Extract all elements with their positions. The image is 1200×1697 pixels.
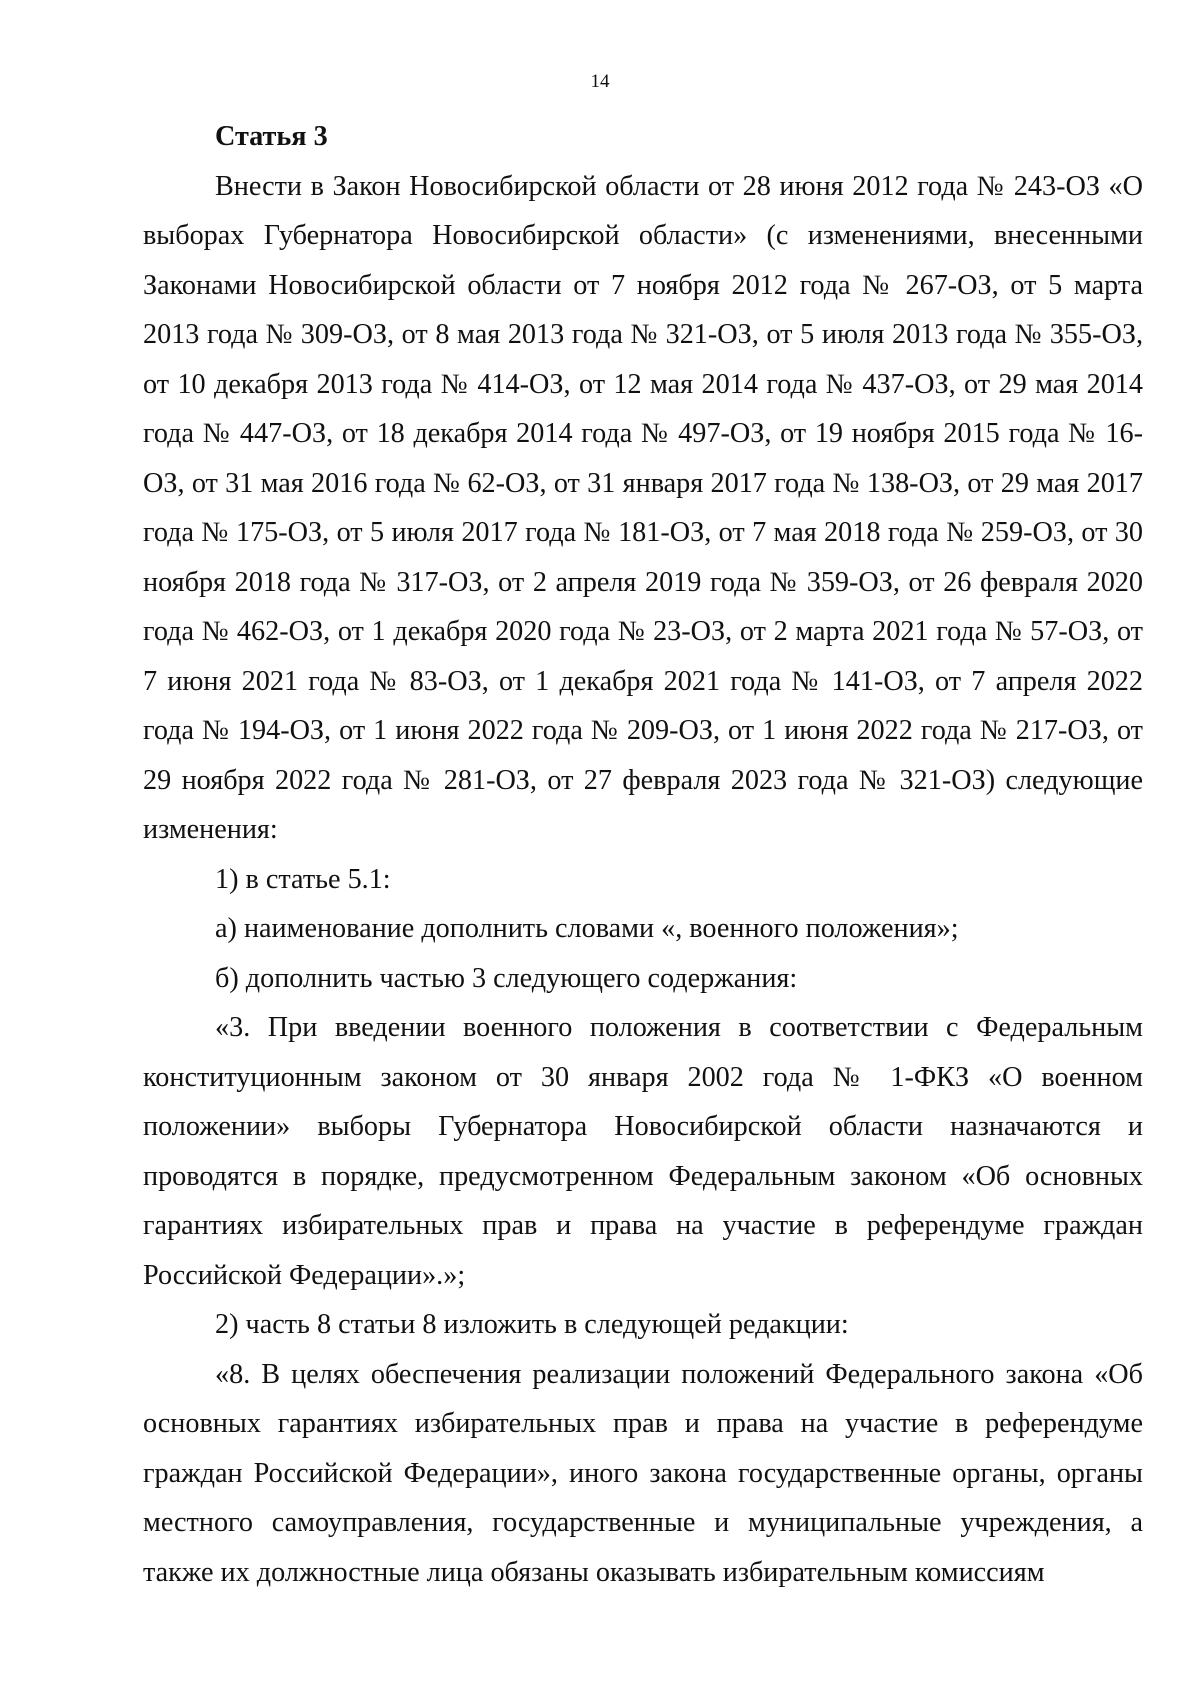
paragraph-item-1b: б) дополнить частью 3 следующего содержания: (215, 962, 798, 994)
page-number: 14 (590, 71, 610, 92)
paragraph-item-2: 2) часть 8 статьи 8 изложить в следующей редакции: (215, 1309, 849, 1340)
paragraph-item-1a: а) наименование дополнить словами «, военного положения»; (215, 913, 959, 944)
paragraph-intro: Внести в Закон Новосибирской области от 28 июня 2012 года № 243-ОЗ «О выборах Губернатора Новосибирской области» (с изменениями, внесенными Законами Новосибирской области от 7 ноября 2012 года № 267-ОЗ, от 5 марта 2013 года № 309-ОЗ, от 8 мая 2013 года № 321-ОЗ, от 5 июля 2013 года № 355-ОЗ, от 10 декабря 2013 года № 414-ОЗ, от 12 мая 2014 года № 437-ОЗ, от 29 мая 2014 года № 447-ОЗ, от 18 декабря 2014 года № 497-ОЗ, от 19 ноября 2015 года № 16-ОЗ, от 31 мая 2016 года № 62-ОЗ, от 31 января 2017 года № 138-ОЗ, от 29 мая 2017 года № 175-ОЗ, от 5 июля 2017 года № 181-ОЗ, от 7 мая 2018 года № 259-ОЗ, от 30 ноября 2018 года № 317-ОЗ, от 2 апреля 2019 года № 359-ОЗ, от 26 февраля 2020 года № 462-ОЗ, от 1 декабря 2020 года № 23-ОЗ, от 2 марта 2021 года № 57-ОЗ, от 7 июня 2021 года № 83-ОЗ, от 1 декабря 2021 года № 141-ОЗ, от 7 апреля 2022 года № 194-ОЗ, от 1 июня 2022 года № 209-ОЗ, от 1 июня 2022 года № 217-ОЗ, от 29 ноября 2022 года № 281-ОЗ, от 27 февраля 2023 года № 321-ОЗ) следующие изменения: (143, 170, 1143, 845)
document-body (143, 112, 1143, 1597)
paragraph-item-1: 1) в статье 5.1: (215, 863, 391, 895)
paragraph-part-3-text: «3. При введении военного положения в соответствии с Федеральным конституционным законом от 30 января 2002 года № 1-ФКЗ «О военном положении» выборы Губернатора Новосибирской области назначаются и проводятся в порядке, предусмотренном Федеральным законом «Об основных гарантиях избирательных прав и права на участие в референдуме граждан Российской Федерации».»; (143, 1012, 1143, 1291)
article-heading: Статья 3 (215, 121, 328, 152)
paragraph-part-8-text: «8. В целях обеспечения реализации положений Федерального закона «Об основных гарантиях избирательных прав и права на участие в референдуме граждан Российской Федерации», иного закона государственные органы, органы местного самоуправления, государственные и муниципальные учреждения, а также их должностные лица обязаны оказывать избирательным комиссиям (143, 1358, 1143, 1588)
